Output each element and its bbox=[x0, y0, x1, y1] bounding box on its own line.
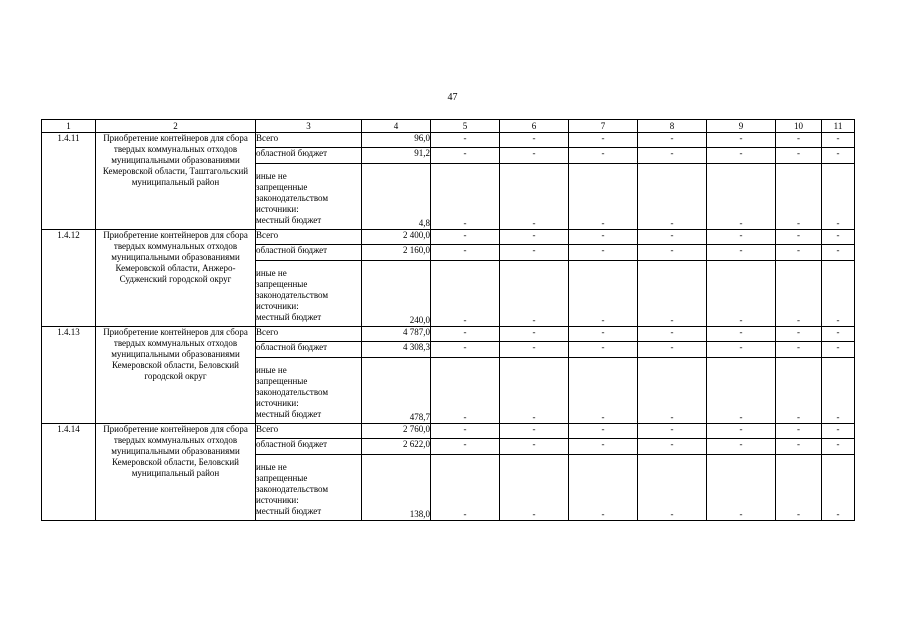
column-header: 4 bbox=[362, 120, 431, 133]
funding-source-line: запрещенные bbox=[256, 182, 308, 192]
column-header: 5 bbox=[431, 120, 500, 133]
budget-table bbox=[41, 119, 855, 521]
value-cell: - bbox=[569, 327, 638, 342]
value-cell: - bbox=[707, 261, 776, 327]
funding-source-line: Всего bbox=[256, 327, 279, 337]
amount-cell: 2 760,0 bbox=[362, 424, 431, 439]
value-cell: - bbox=[569, 164, 638, 230]
value-cell: - bbox=[431, 439, 500, 455]
funding-source-line: запрещенные bbox=[256, 376, 308, 386]
value-cell: - bbox=[707, 358, 776, 424]
value-cell: - bbox=[776, 245, 822, 261]
value-cell: - bbox=[569, 148, 638, 164]
value-cell: - bbox=[569, 230, 638, 245]
value-cell: - bbox=[707, 133, 776, 148]
amount-cell: 138,0 bbox=[362, 455, 431, 521]
value-cell: - bbox=[638, 424, 707, 439]
table-row bbox=[42, 230, 855, 245]
funding-source-line: запрещенные bbox=[256, 473, 308, 483]
value-cell: - bbox=[776, 424, 822, 439]
funding-source bbox=[256, 455, 362, 521]
column-header: 7 bbox=[569, 120, 638, 133]
value-cell: - bbox=[431, 148, 500, 164]
value-cell: - bbox=[822, 455, 855, 521]
amount-cell: 4,8 bbox=[362, 164, 431, 230]
value-cell: - bbox=[500, 261, 569, 327]
value-cell: - bbox=[707, 230, 776, 245]
funding-source bbox=[256, 424, 362, 439]
value-cell: - bbox=[569, 261, 638, 327]
item-number: 1.4.14 bbox=[42, 424, 96, 521]
funding-source bbox=[256, 261, 362, 327]
funding-source bbox=[256, 164, 362, 230]
value-cell: - bbox=[707, 424, 776, 439]
amount-cell: 240,0 bbox=[362, 261, 431, 327]
item-name: Приобретение контейнеров для сбора твердых коммунальных отходов муниципальными образованиями Кемеровской области, Беловский муниципальный район bbox=[96, 424, 256, 521]
value-cell: - bbox=[569, 133, 638, 148]
value-cell: - bbox=[638, 245, 707, 261]
funding-source bbox=[256, 133, 362, 148]
value-cell: - bbox=[638, 455, 707, 521]
amount-cell: 96,0 bbox=[362, 133, 431, 148]
value-cell: - bbox=[707, 148, 776, 164]
value-cell: - bbox=[431, 245, 500, 261]
amount-cell: 2 622,0 bbox=[362, 439, 431, 455]
value-cell: - bbox=[500, 424, 569, 439]
funding-source-line: областной бюджет bbox=[256, 245, 328, 255]
column-header: 2 bbox=[96, 120, 256, 133]
funding-source-line: Всего bbox=[256, 424, 279, 434]
column-header: 3 bbox=[256, 120, 362, 133]
value-cell: - bbox=[822, 424, 855, 439]
amount-cell: 2 400,0 bbox=[362, 230, 431, 245]
value-cell: - bbox=[431, 164, 500, 230]
value-cell: - bbox=[431, 358, 500, 424]
page-number: 47 bbox=[447, 92, 458, 103]
value-cell: - bbox=[822, 342, 855, 358]
value-cell: - bbox=[569, 342, 638, 358]
value-cell: - bbox=[638, 230, 707, 245]
value-cell: - bbox=[569, 439, 638, 455]
table-row bbox=[42, 327, 855, 342]
value-cell: - bbox=[500, 358, 569, 424]
value-cell: - bbox=[707, 327, 776, 342]
value-cell: - bbox=[431, 261, 500, 327]
item-number: 1.4.11 bbox=[42, 133, 96, 230]
amount-cell: 478,7 bbox=[362, 358, 431, 424]
value-cell: - bbox=[431, 342, 500, 358]
value-cell: - bbox=[500, 439, 569, 455]
funding-source-line: законодательством bbox=[256, 193, 329, 203]
value-cell: - bbox=[569, 455, 638, 521]
value-cell: - bbox=[776, 439, 822, 455]
value-cell: - bbox=[500, 133, 569, 148]
value-cell: - bbox=[431, 230, 500, 245]
value-cell: - bbox=[776, 148, 822, 164]
value-cell: - bbox=[638, 439, 707, 455]
value-cell: - bbox=[822, 327, 855, 342]
value-cell: - bbox=[638, 164, 707, 230]
funding-source-line: иные не bbox=[256, 171, 287, 181]
column-header: 8 bbox=[638, 120, 707, 133]
funding-source bbox=[256, 342, 362, 358]
value-cell: - bbox=[776, 230, 822, 245]
funding-source-line: иные не bbox=[256, 462, 287, 472]
funding-source bbox=[256, 148, 362, 164]
value-cell: - bbox=[822, 148, 855, 164]
value-cell: - bbox=[500, 342, 569, 358]
value-cell: - bbox=[822, 439, 855, 455]
funding-source-line: источники: bbox=[256, 301, 299, 311]
amount-cell: 4 308,3 bbox=[362, 342, 431, 358]
value-cell: - bbox=[822, 261, 855, 327]
value-cell: - bbox=[707, 439, 776, 455]
funding-source-line: источники: bbox=[256, 398, 299, 408]
item-name: Приобретение контейнеров для сбора твердых коммунальных отходов муниципальными образованиями Кемеровской области, Беловский городской округ bbox=[96, 327, 256, 424]
item-name: Приобретение контейнеров для сбора твердых коммунальных отходов муниципальными образованиями Кемеровской области, Анжеро-Судженский городской округ bbox=[96, 230, 256, 327]
funding-source bbox=[256, 230, 362, 245]
value-cell: - bbox=[431, 133, 500, 148]
funding-source-line: Всего bbox=[256, 133, 279, 143]
value-cell: - bbox=[500, 245, 569, 261]
funding-source bbox=[256, 327, 362, 342]
value-cell: - bbox=[822, 230, 855, 245]
value-cell: - bbox=[822, 245, 855, 261]
column-header: 6 bbox=[500, 120, 569, 133]
funding-source-line: законодательством bbox=[256, 484, 329, 494]
funding-source-line: местный бюджет bbox=[256, 215, 322, 225]
funding-source bbox=[256, 245, 362, 261]
column-number-row bbox=[42, 120, 855, 133]
value-cell: - bbox=[707, 342, 776, 358]
table-row bbox=[42, 133, 855, 148]
value-cell: - bbox=[707, 245, 776, 261]
value-cell: - bbox=[638, 327, 707, 342]
value-cell: - bbox=[822, 133, 855, 148]
value-cell: - bbox=[638, 342, 707, 358]
value-cell: - bbox=[822, 164, 855, 230]
item-name: Приобретение контейнеров для сбора твердых коммунальных отходов муниципальными образованиями Кемеровской области, Таштагольский муниципальный район bbox=[96, 133, 256, 230]
funding-source-line: местный бюджет bbox=[256, 312, 322, 322]
funding-source-line: областной бюджет bbox=[256, 439, 328, 449]
item-number: 1.4.13 bbox=[42, 327, 96, 424]
funding-source-line: Всего bbox=[256, 230, 279, 240]
funding-source-line: законодательством bbox=[256, 290, 329, 300]
value-cell: - bbox=[569, 424, 638, 439]
value-cell: - bbox=[822, 358, 855, 424]
funding-source bbox=[256, 358, 362, 424]
column-header: 10 bbox=[776, 120, 822, 133]
funding-source-line: источники: bbox=[256, 495, 299, 505]
funding-source-line: источники: bbox=[256, 204, 299, 214]
value-cell: - bbox=[431, 424, 500, 439]
funding-source bbox=[256, 439, 362, 455]
value-cell: - bbox=[776, 261, 822, 327]
value-cell: - bbox=[500, 164, 569, 230]
value-cell: - bbox=[638, 148, 707, 164]
value-cell: - bbox=[569, 358, 638, 424]
value-cell: - bbox=[431, 455, 500, 521]
value-cell: - bbox=[776, 358, 822, 424]
value-cell: - bbox=[431, 327, 500, 342]
funding-source-line: областной бюджет bbox=[256, 148, 328, 158]
value-cell: - bbox=[569, 245, 638, 261]
value-cell: - bbox=[776, 342, 822, 358]
funding-source-line: иные не bbox=[256, 268, 287, 278]
value-cell: - bbox=[776, 164, 822, 230]
table-row bbox=[42, 424, 855, 439]
value-cell: - bbox=[638, 133, 707, 148]
column-header: 11 bbox=[822, 120, 855, 133]
amount-cell: 91,2 bbox=[362, 148, 431, 164]
amount-cell: 4 787,0 bbox=[362, 327, 431, 342]
funding-source-line: законодательством bbox=[256, 387, 329, 397]
value-cell: - bbox=[776, 133, 822, 148]
value-cell: - bbox=[638, 358, 707, 424]
value-cell: - bbox=[707, 455, 776, 521]
funding-source-line: местный бюджет bbox=[256, 409, 322, 419]
value-cell: - bbox=[500, 148, 569, 164]
value-cell: - bbox=[638, 261, 707, 327]
value-cell: - bbox=[707, 164, 776, 230]
item-number: 1.4.12 bbox=[42, 230, 96, 327]
value-cell: - bbox=[776, 327, 822, 342]
value-cell: - bbox=[776, 455, 822, 521]
funding-source-line: местный бюджет bbox=[256, 506, 322, 516]
amount-cell: 2 160,0 bbox=[362, 245, 431, 261]
funding-source-line: иные не bbox=[256, 365, 287, 375]
column-header: 9 bbox=[707, 120, 776, 133]
value-cell: - bbox=[500, 230, 569, 245]
funding-source-line: областной бюджет bbox=[256, 342, 328, 352]
value-cell: - bbox=[500, 327, 569, 342]
column-header: 1 bbox=[42, 120, 96, 133]
funding-source-line: запрещенные bbox=[256, 279, 308, 289]
value-cell: - bbox=[500, 455, 569, 521]
